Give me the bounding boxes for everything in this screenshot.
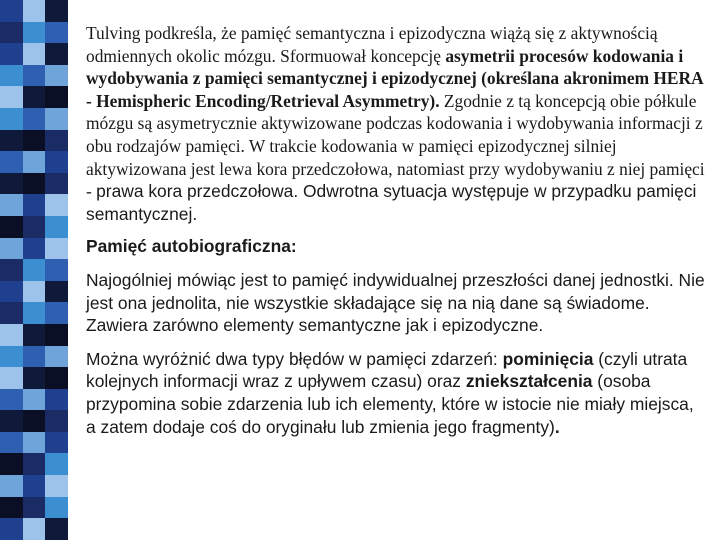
- strip-row: [0, 259, 68, 281]
- strip-cell: [0, 346, 23, 368]
- strip-cell: [0, 497, 23, 519]
- strip-cell: [0, 216, 23, 238]
- strip-cell: [45, 65, 68, 87]
- strip-cell: [23, 108, 46, 130]
- section-heading-autobiographical: Pamięć autobiograficzna:: [86, 236, 297, 257]
- strip-row: [0, 65, 68, 87]
- strip-cell: [45, 518, 68, 540]
- hera-conclusion-text: prawa kora przedczołowa. Odwrotna sytuacja występuje w przypadku pamięci semantycznej.: [86, 181, 697, 224]
- term-omission: pominięcia: [502, 348, 594, 369]
- strip-row: [0, 497, 68, 519]
- strip-cell: [45, 22, 68, 44]
- decorative-checker-strip: [0, 0, 68, 540]
- strip-cell: [23, 130, 46, 152]
- distortion-explanation: (osoba przypomina sobie zdarzenia lub ich elementy, które w istocie nie miały miejsca, a zatem dodaje coś do oryginału lub zmienia jego fragmenty): [86, 371, 694, 437]
- strip-cell: [45, 151, 68, 173]
- strip-cell: [23, 281, 46, 303]
- strip-row: [0, 453, 68, 475]
- strip-cell: [0, 86, 23, 108]
- omission-explanation: (czyli utrata kolejnych informacji wraz z upływem czasu) oraz: [86, 348, 688, 392]
- strip-cell: [0, 324, 23, 346]
- strip-row: [0, 43, 68, 65]
- strip-cell: [0, 43, 23, 65]
- strip-cell: [0, 281, 23, 303]
- strip-cell: [45, 0, 68, 22]
- strip-cell: [23, 346, 46, 368]
- paragraph-hera: [86, 22, 708, 225]
- errors-intro-text: Można wyróżnić dwa typy błędów w pamięci zdarzeń:: [86, 348, 503, 369]
- strip-cell: [23, 86, 46, 108]
- strip-cell: [45, 497, 68, 519]
- strip-cell: [23, 43, 46, 65]
- strip-cell: [23, 194, 46, 216]
- strip-cell: [23, 367, 46, 389]
- slide-content: [86, 22, 708, 438]
- strip-cell: [0, 130, 23, 152]
- strip-cell: [45, 238, 68, 260]
- strip-cell: [45, 367, 68, 389]
- strip-row: [0, 324, 68, 346]
- strip-cell: [45, 194, 68, 216]
- strip-cell: [45, 302, 68, 324]
- strip-row: [0, 475, 68, 497]
- strip-cell: [23, 173, 46, 195]
- final-period: .: [554, 416, 560, 437]
- strip-cell: [45, 43, 68, 65]
- strip-cell: [45, 432, 68, 454]
- strip-cell: [23, 302, 46, 324]
- strip-cell: [45, 389, 68, 411]
- strip-cell: [0, 108, 23, 130]
- strip-row: [0, 0, 68, 22]
- strip-cell: [45, 216, 68, 238]
- strip-cell: [23, 22, 46, 44]
- strip-cell: [45, 324, 68, 346]
- strip-cell: [45, 108, 68, 130]
- strip-cell: [23, 324, 46, 346]
- strip-row: [0, 367, 68, 389]
- strip-row: [0, 108, 68, 130]
- strip-cell: [23, 0, 46, 22]
- strip-cell: [0, 453, 23, 475]
- strip-cell: [23, 518, 46, 540]
- strip-cell: [0, 238, 23, 260]
- strip-cell: [45, 410, 68, 432]
- strip-cell: [45, 130, 68, 152]
- strip-row: [0, 410, 68, 432]
- strip-cell: [45, 86, 68, 108]
- strip-cell: [0, 173, 23, 195]
- strip-cell: [0, 389, 23, 411]
- strip-row: [0, 86, 68, 108]
- strip-cell: [0, 302, 23, 324]
- strip-cell: [23, 410, 46, 432]
- strip-cell: [23, 389, 46, 411]
- strip-cell: [45, 453, 68, 475]
- strip-cell: [0, 65, 23, 87]
- strip-cell: [45, 281, 68, 303]
- strip-cell: [23, 238, 46, 260]
- strip-row: [0, 389, 68, 411]
- strip-cell: [0, 22, 23, 44]
- term-distortion: zniekształcenia: [465, 371, 593, 392]
- strip-row: [0, 302, 68, 324]
- strip-cell: [23, 432, 46, 454]
- hera-intro-text: Tulving podkreśla, że pamięć semantyczna i epizodyczna wiążą się z aktywnością odmiennych okolic mózgu. Sformuował koncepcję: [86, 23, 658, 66]
- strip-cell: [0, 475, 23, 497]
- strip-row: [0, 22, 68, 44]
- strip-row: [0, 173, 68, 195]
- strip-cell: [45, 173, 68, 195]
- strip-row: [0, 130, 68, 152]
- strip-cell: [0, 367, 23, 389]
- strip-cell: [23, 453, 46, 475]
- strip-cell: [23, 151, 46, 173]
- strip-row: [0, 238, 68, 260]
- strip-cell: [0, 0, 23, 22]
- strip-row: [0, 281, 68, 303]
- strip-cell: [45, 346, 68, 368]
- strip-cell: [23, 497, 46, 519]
- strip-row: [0, 151, 68, 173]
- strip-cell: [0, 259, 23, 281]
- strip-row: [0, 346, 68, 368]
- strip-row: [0, 432, 68, 454]
- strip-cell: [23, 216, 46, 238]
- paragraph-memory-errors: [86, 348, 708, 438]
- strip-row: [0, 216, 68, 238]
- paragraph-autobiographical: Najogólniej mówiąc jest to pamięć indywidualnej przeszłości danej jednostki. Nie jest ona jednolita, nie wszystkie składające się na nią dane są świadome. Zawiera zarówno elementy semantyczne jak i epizodyczne.: [86, 269, 705, 336]
- strip-cell: [23, 65, 46, 87]
- strip-cell: [45, 475, 68, 497]
- strip-cell: [23, 259, 46, 281]
- strip-cell: [23, 475, 46, 497]
- hera-bold-term: asymetrii procesów kodowania i wydobywania z pamięci semantycznej i epizodycznej (określana akronimem HERA - Hemispheric Encoding/Retrieval Asymmetry).: [86, 45, 703, 111]
- hera-explanation-text: Zgodnie z tą koncepcją obie półkule mózgu są asymetrycznie aktywizowane podczas kodowania i wydobywania informacji z obu rodzajów pamięci. W trakcie kodowania w pamięci epizodycznej silniej aktywizowana jest lewa kora przedczołowa, natomiast przy wydobywaniu z niej pamięci -: [86, 90, 705, 202]
- strip-cell: [0, 151, 23, 173]
- strip-cell: [0, 432, 23, 454]
- strip-cell: [45, 259, 68, 281]
- strip-row: [0, 194, 68, 216]
- strip-cell: [0, 194, 23, 216]
- strip-cell: [0, 410, 23, 432]
- strip-cell: [0, 518, 23, 540]
- strip-row: [0, 518, 68, 540]
